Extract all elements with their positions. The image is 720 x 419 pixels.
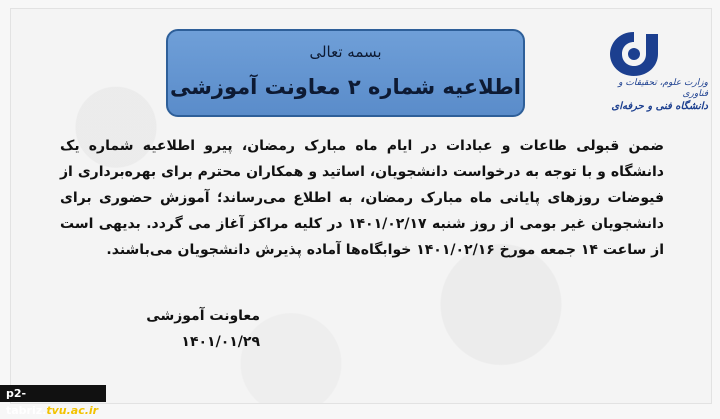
header-salutation: بسمه تعالی [309,43,382,61]
university-logo-icon [604,28,664,80]
ministry-name: وزارت علوم، تحقیقات و فناوری [618,78,708,99]
signature-date: ۱۴۰۱/۰۱/۲۹ [181,334,260,350]
page-title: اطلاعیه شماره ۲ معاونت آموزشی [169,75,522,99]
signature-office: معاونت آموزشی [146,308,260,324]
url-prefix: p2-tabriz. [6,387,47,417]
announcement-body: ضمن قبولی طاعات و عبادات در ایام ماه مبارک رمضان، پیرو اطلاعیه شماره یک دانشگاه و با توجه به درخواست دانشجویان، اساتید و همکاران محترم برای بهره‌برداری از فیوضات روزهای پایانی ماه مبارک رمضان، به اطلاع می‌رساند؛ آموزش حضوری برای دانشجویان غیر بومی از روز شنبه ۱۴۰۱/۰۲/۱۷ در کلیه مراکز آغاز می گردد. بدیهی است از ساعت ۱۴ جمعه مورخ ۱۴۰۱/۰۲/۱۶ خوابگاه‌ها آماده پذیرش دانشجویان می‌باشند. [60,138,664,258]
site-url-badge[interactable] [0,385,106,417]
url-host: tvu.ac.ir [46,404,99,417]
university-name: دانشگاه فنی و حرفه‌ای [611,101,708,112]
university-logo [594,28,714,116]
title-box [166,29,525,117]
signature-block [146,303,260,355]
